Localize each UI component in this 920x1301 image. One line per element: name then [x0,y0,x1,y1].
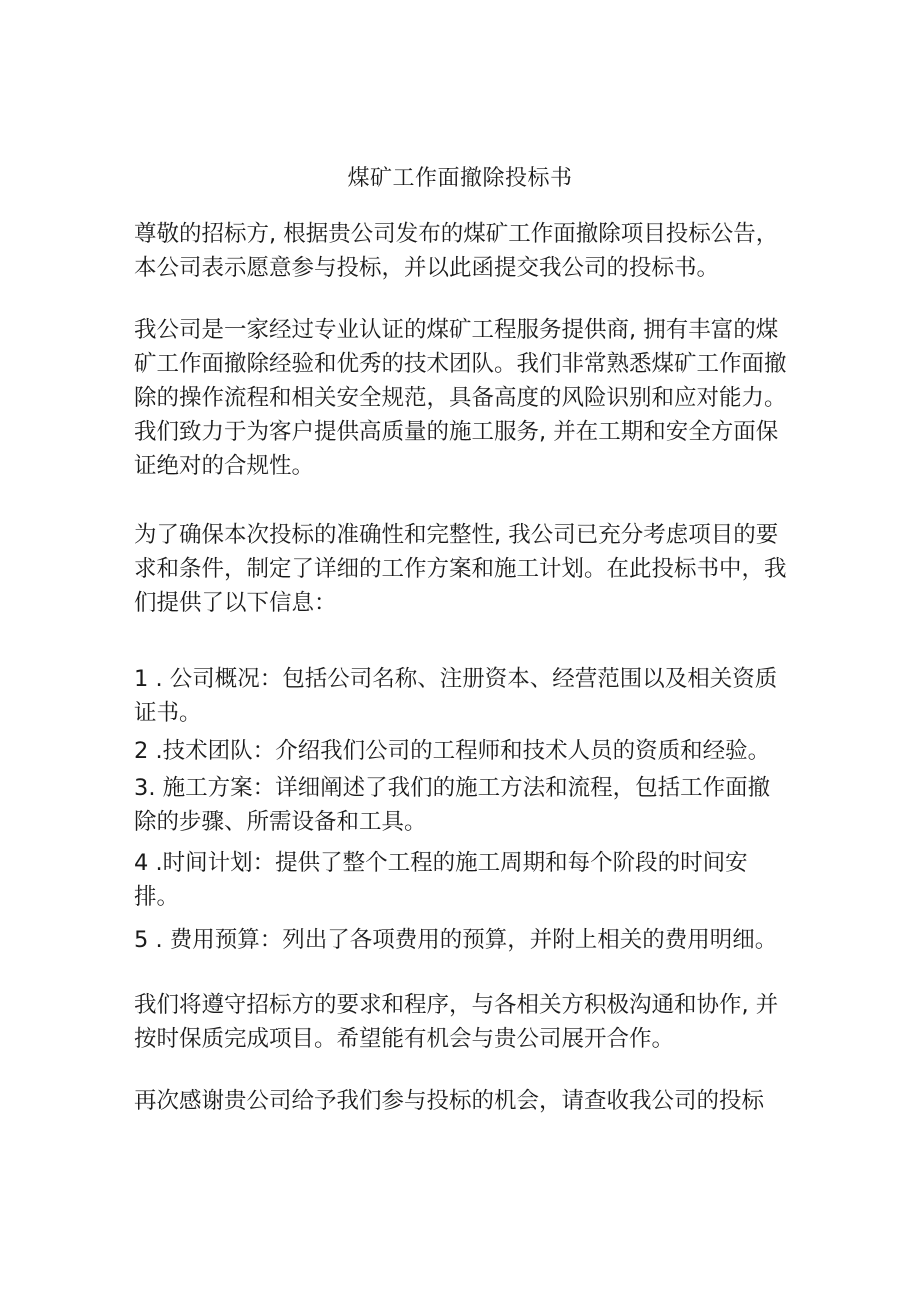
list-item [134,734,814,768]
list-item-line: 3. 施工方案：详细阐述了我们的施工方法和流程，包括工作面撤 [134,775,771,801]
list-item-line: 除的步骤、所需设备和工具。 [134,809,427,835]
list-item-line: 证书。 [134,700,202,726]
greeting-paragraph [134,217,814,285]
list-item-line: 4 .时间计划：提供了整个工程的施工周期和每个阶段的时间安 [134,850,748,876]
paragraph-line: 矿工作面撤除经验和优秀的技术团队。我们非常熟悉煤矿工作面撤 [134,351,787,377]
closing-paragraph [134,1084,814,1118]
paragraph-line: 我公司是一家经过专业认证的煤矿工程服务提供商, 拥有丰富的煤 [134,317,779,343]
list-item [134,662,814,730]
document-title: 煤矿工作面撤除投标书 [347,166,573,191]
list-item-line: 1 . 公司概况：包括公司名称、注册资本、经营范围以及相关资质 [134,666,778,692]
list-item-line: 5 . 费用预算：列出了各项费用的预算，并附上相关的费用明细。 [134,927,778,953]
list-item-line: 排。 [134,884,180,910]
paragraph-line: 我们将遵守招标方的要求和程序，与各相关方积极沟通和协作, 并 [134,992,779,1018]
paragraph-line: 为了确保本次投标的准确性和完整性, 我公司已充分考虑项目的要 [134,522,779,548]
intro-paragraph [134,313,814,483]
list-item [134,846,814,914]
paragraph-line: 尊敬的招标方, 根据贵公司发布的煤矿工作面撤除项目投标公告， [134,221,779,247]
paragraph-line: 们提供了以下信息： [134,590,337,616]
paragraph-line: 求和条件，制定了详细的工作方案和施工计划。在此投标书中，我 [134,556,787,582]
preparation-paragraph [134,518,814,620]
paragraph-line: 本公司表示愿意参与投标，并以此函提交我公司的投标书。 [134,255,720,281]
paragraph-line: 证绝对的合规性。 [134,453,315,479]
list-item [134,923,814,957]
list-item-line: 2 .技术团队：介绍我们公司的工程师和技术人员的资质和经验。 [134,738,771,764]
paragraph-line: 按时保质完成项目。希望能有机会与贵公司展开合作。 [134,1026,675,1052]
paragraph-line: 再次感谢贵公司给予我们参与投标的机会，请查收我公司的投标 [134,1088,765,1114]
paragraph-line: 我们致力于为客户提供高质量的施工服务, 并在工期和安全方面保 [134,419,779,445]
paragraph-line: 除的操作流程和相关安全规范，具备高度的风险识别和应对能力。 [134,385,787,411]
commitment-paragraph [134,988,814,1056]
list-item [134,771,814,839]
